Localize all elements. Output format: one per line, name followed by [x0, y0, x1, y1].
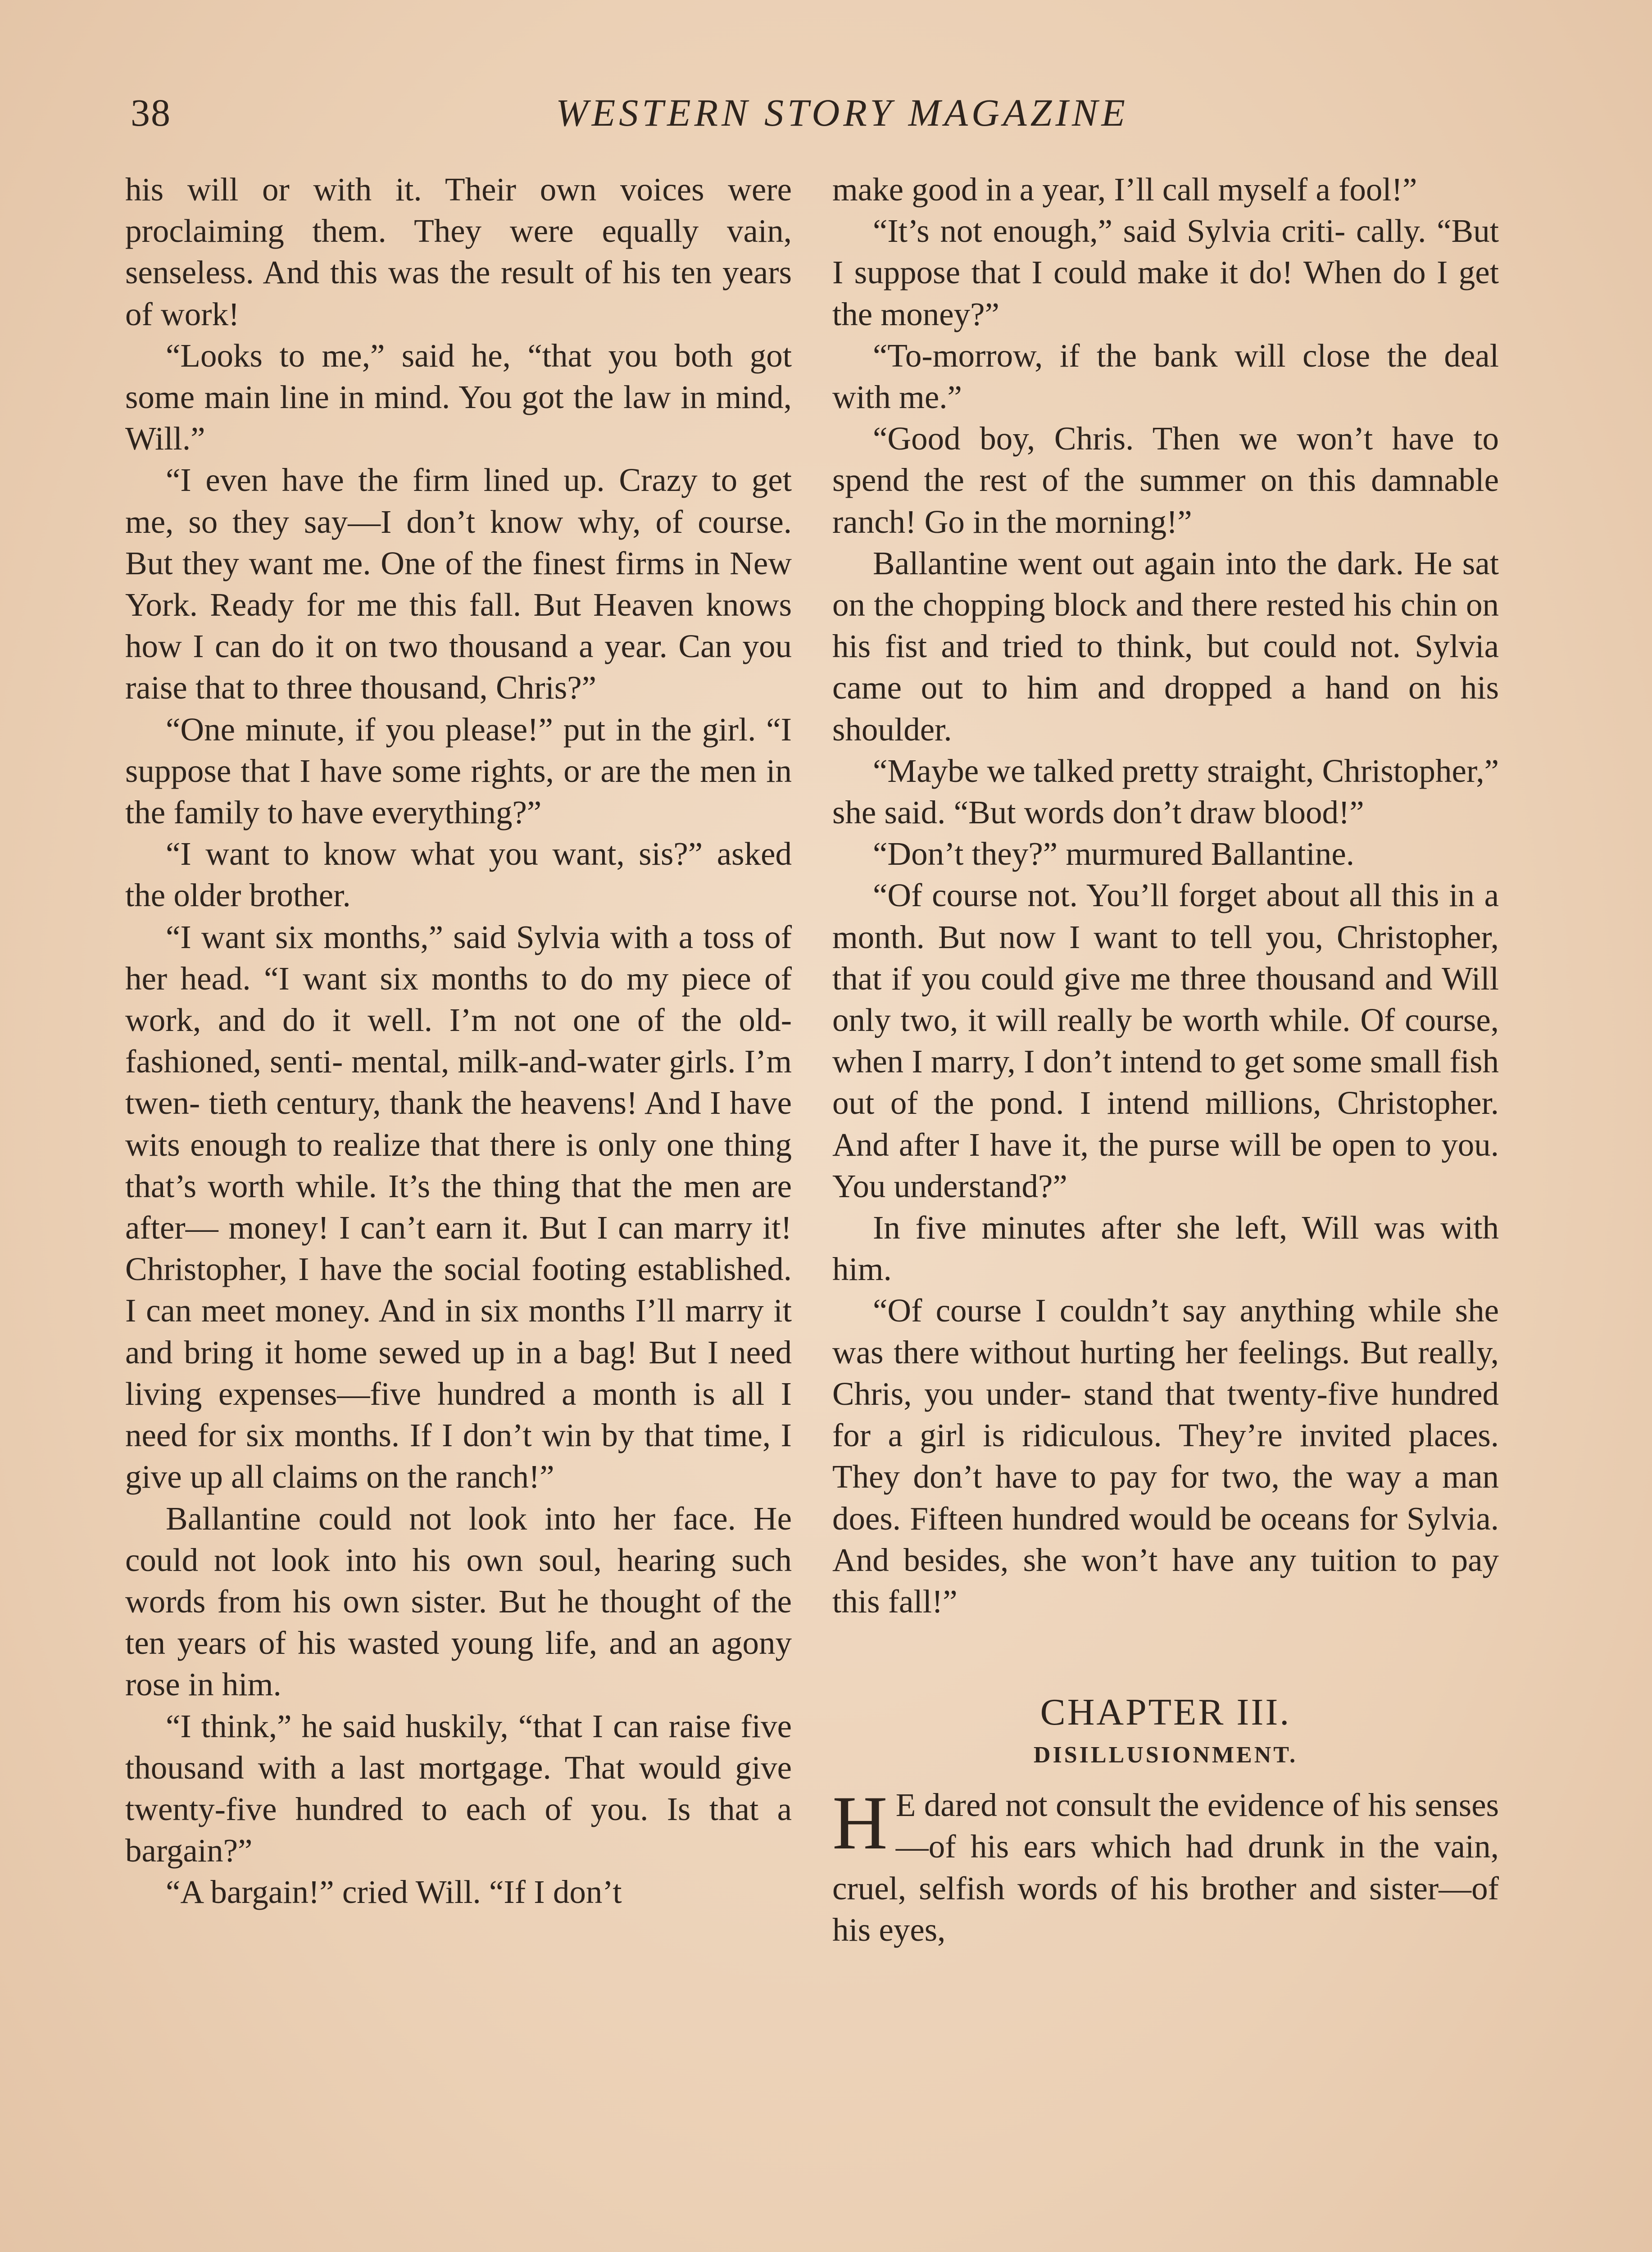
- paragraph: “Don’t they?” murmured Ballantine.: [873, 835, 1354, 872]
- paragraph: “I want to know what you want, sis?” asked the older brother.: [125, 835, 792, 914]
- paragraph: “I even have the firm lined up. Crazy to get me, so they say—I don’t know why, of course. But they want me. One of the finest firms in New York. Ready for me this fall. But Heaven knows how I can do it on two thousand a year. Can you raise that to three thousand, Chris?”: [125, 462, 792, 706]
- paragraph: “I think,” he said huskily, “that I can raise five thousand with a last mortgage. That would give twenty-five hundred to each of you. Is that a bargain?”: [125, 1707, 792, 1869]
- right-column: [832, 169, 1499, 1951]
- paragraph: “Maybe we talked pretty straight, Christopher,” she said. “But words don’t draw blood!”: [832, 752, 1499, 831]
- paragraph: make good in a year, I’ll call myself a fool!”: [832, 171, 1417, 208]
- page-header: [122, 86, 1563, 153]
- chapter-opening-text: E dared not consult the evidence of his senses—of his ears which had drunk in the vain, cruel, selfish words of his brother and sister—of his eyes,: [832, 1787, 1499, 1948]
- paragraph: “Good boy, Chris. Then we won’t have to spend the rest of the summer on this damnable ranch! Go in the morning!”: [832, 420, 1499, 540]
- paragraph: “A bargain!” cried Will. “If I don’t: [166, 1874, 622, 1911]
- paragraph: “It’s not enough,” said Sylvia criti- cally. “But I suppose that I could make it do! When do I get the money?”: [832, 213, 1499, 332]
- paragraph: Ballantine could not look into her face. He could not look into his own soul, hearing such words from his own sister. But he thought of the ten years of his wasted young life, and an agony rose in him.: [125, 1500, 792, 1703]
- paragraph: “I want six months,” said Sylvia with a toss of her head. “I want six months to do my piece of work, and do it well. I’m not one of the old-fashioned, senti- mental, milk-and-water girls. I’m twen- tieth century, thank the heavens! And I have wits enough to realize that there is only one thing that’s worth while. It’s the thing that the men are after— money! I can’t earn it. But I can marry it! Christopher, I have the social footing established. I can meet money. And in six months I’ll marry it and bring it home sewed up in a bag! But I need living expenses—five hundred a month is all I need for six months. If I don’t win by that time, I give up all claims on the ranch!”: [125, 918, 792, 1495]
- paragraph: “Looks to me,” said he, “that you both got some main line in mind. You got the law in mind, Will.”: [125, 337, 792, 457]
- paragraph: his will or with it. Their own voices were proclaiming them. They were equally vain, senseless. And this was the result of his ten years of work!: [125, 171, 792, 332]
- paragraph: “Of course I couldn’t say anything while she was there without hurting her feelings. But really, Chris, you under- stand that twenty-five hundred for a girl is ridiculous. They’re invited places. They don’t have to pay for two, the way a man does. Fifteen hundred would be oceans for Sylvia. And besides, she won’t have any tuition to pay this fall!”: [832, 1292, 1499, 1620]
- chapter-opening-paragraph: [832, 1780, 1499, 1951]
- page-number: 38: [131, 91, 171, 134]
- paragraph: “To-morrow, if the bank will close the deal with me.”: [832, 337, 1499, 416]
- chapter-subtitle: DISILLUSIONMENT.: [1033, 1742, 1298, 1768]
- paragraph: “One minute, if you please!” put in the girl. “I suppose that I have some rights, or are the men in the family to have everything?”: [125, 711, 792, 831]
- chapter-title: CHAPTER III.: [1040, 1691, 1291, 1734]
- paragraph: “Of course not. You’ll forget about all this in a month. But now I want to tell you, Christopher, that if you could give me three thousand and Will only two, it will really be worth while. Of course, when I marry, I don’t intend to get some small fish out of the pond. I intend millions, Christopher. And after I have it, the purse will be open to you. You understand?”: [832, 877, 1499, 1204]
- paragraph: In five minutes after she left, Will was with him.: [832, 1209, 1499, 1288]
- paragraph: Ballantine went out again into the dark. He sat on the chopping block and there rested his chin on his fist and tried to think, but could not. Sylvia came out to him and dropped a hand on his shoulder.: [832, 545, 1499, 748]
- left-column: [125, 169, 792, 1913]
- drop-cap: H: [832, 1780, 888, 1866]
- running-head: WESTERN STORY MAGAZINE: [556, 91, 1129, 134]
